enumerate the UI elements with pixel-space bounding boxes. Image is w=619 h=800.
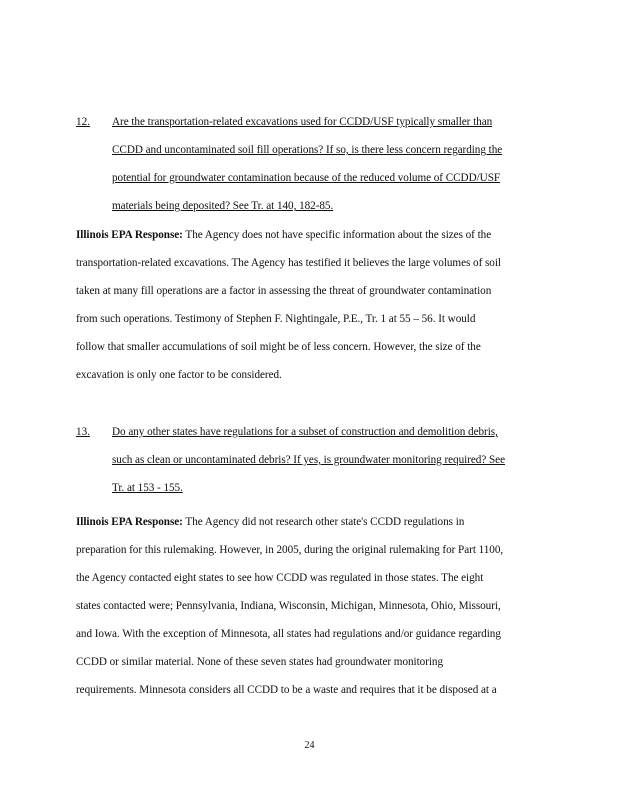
question-13-line-2: such as clean or uncontaminated debris? If yes, is groundwater monitoring required? See — [112, 454, 505, 466]
answer-12-line-5: follow that smaller accumulations of soil might be of less concern. However, the size of the — [76, 341, 481, 353]
answer-12-line-6: excavation is only one factor to be considered. — [76, 369, 282, 381]
answer-13-first-text: The Agency did not research other state's CCDD regulations in — [182, 516, 465, 528]
answer-13-line-5: and Iowa. With the exception of Minnesota, all states had regulations and/or guidance regarding — [76, 628, 501, 640]
question-12-line-1: Are the transportation-related excavations used for CCDD/USF typically smaller than — [112, 116, 493, 128]
question-12-line-3: potential for groundwater contamination because of the reduced volume of CCDD/USF — [112, 172, 501, 184]
answer-13-line-6: CCDD or similar material. None of these seven states had groundwater monitoring — [76, 656, 444, 668]
page-number: 24 — [304, 740, 315, 751]
question-13-line-3: Tr. at 153 - 155. — [112, 482, 183, 494]
question-13-number: 13. — [76, 426, 90, 438]
answer-12-line-3: taken at many fill operations are a factor in assessing the threat of groundwater contamination — [76, 285, 492, 297]
response-label: Illinois EPA Response: — [76, 229, 183, 241]
answer-13-line-3: the Agency contacted eight states to see how CCDD was regulated in those states. The eight — [76, 572, 484, 584]
question-12-line-4: materials being deposited? See Tr. at 140, 182-85. — [112, 200, 334, 212]
answer-13-line-1 — [76, 515, 464, 529]
answer-12-line-2: transportation-related excavations. The Agency has testified it believes the large volumes of soil — [76, 257, 501, 269]
response-label: Illinois EPA Response: — [76, 516, 183, 528]
answer-13-line-4: states contacted were; Pennsylvania, Indiana, Wisconsin, Michigan, Minnesota, Ohio, Missouri, — [76, 600, 501, 612]
question-12-number: 12. — [76, 116, 90, 128]
answer-12-line-4: from such operations. Testimony of Stephen F. Nightingale, P.E., Tr. 1 at 55 – 56. It would — [76, 313, 476, 325]
question-12-line-2: CCDD and uncontaminated soil fill operations? If so, is there less concern regarding the — [112, 144, 503, 156]
answer-13-line-2: preparation for this rulemaking. However, in 2005, during the original rulemaking for Part 1100, — [76, 544, 504, 556]
question-13-line-1: Do any other states have regulations for a subset of construction and demolition debris, — [112, 426, 498, 438]
answer-13-line-7: requirements. Minnesota considers all CCDD to be a waste and requires that it be disposed at a — [76, 684, 497, 696]
answer-12-first-text: The Agency does not have specific information about the sizes of the — [182, 229, 492, 241]
answer-12-line-1 — [76, 228, 491, 242]
